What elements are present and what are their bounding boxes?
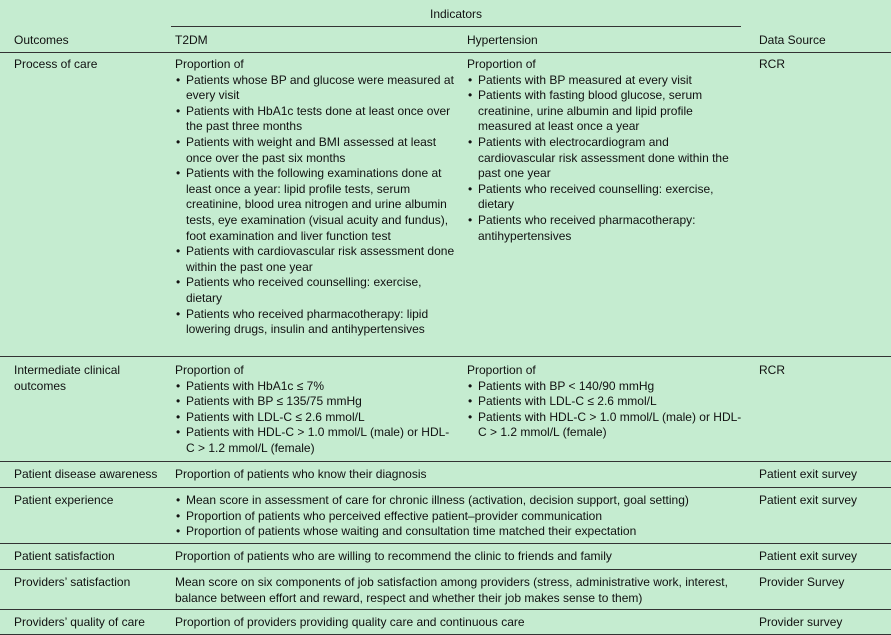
list-item: • Proportion of patients who perceived effective patient–provider communication — [175, 509, 745, 525]
outcome-label: Patient satisfaction — [14, 549, 115, 563]
header-t2dm: T2DM — [175, 33, 208, 47]
list-item: • Patients with HbA1c ≤ 7% — [175, 379, 455, 395]
data-source: RCR — [759, 57, 785, 71]
indicator-text: Mean score on six components of job satisfaction among providers (stress, administrative work, interest, balance between effort and reward, respect and whether their job makes sense to them) — [175, 575, 728, 605]
list-item: • Patients who received counselling: exercise, dietary — [175, 275, 455, 306]
indicator-text: Proportion of patients who know their diagnosis — [175, 467, 427, 481]
hypertension-list — [467, 73, 747, 245]
header-indicators — [0, 0, 891, 27]
intro-text: Proportion of — [467, 57, 536, 71]
table-row — [0, 357, 891, 461]
data-source: Patient exit survey — [759, 467, 858, 481]
list-item: • Mean score in assessment of care for chronic illness (activation, decision support, goal setting) — [175, 493, 745, 509]
header-outcomes: Outcomes — [14, 33, 69, 47]
outcome-label: Patient experience — [14, 493, 114, 507]
table-row — [0, 462, 891, 487]
list-item: • Patients with cardiovascular risk assessment done within the past one year — [175, 244, 455, 275]
indicator-text: Proportion of patients who are willing to recommend the clinic to friends and family — [175, 549, 612, 563]
indicator-text: Proportion of providers providing quality care and continuous care — [175, 615, 525, 629]
list-item: • Proportion of patients whose waiting and consultation time matched their expectation — [175, 524, 745, 540]
list-item: • Patients who received pharmacotherapy: antihypertensives — [467, 213, 747, 244]
table-row — [0, 544, 891, 569]
table-row — [0, 53, 891, 356]
header-row — [0, 27, 891, 53]
table-row — [0, 488, 891, 543]
data-source: Patient exit survey — [759, 549, 858, 563]
outcome-label: Process of care — [14, 57, 98, 71]
list-item: • Patients with fasting blood glucose, serum creatinine, urine albumin and lipid profile measured at least once a year — [467, 88, 747, 135]
data-source: RCR — [759, 363, 785, 377]
list-item: • Patients with electrocardiogram and cardiovascular risk assessment done within the past one year — [467, 135, 747, 182]
table-row — [0, 570, 891, 609]
data-source: Patient exit survey — [759, 493, 858, 507]
list-item: • Patients with HbA1c tests done at least once over the past three months — [175, 104, 455, 135]
t2dm-cell — [175, 363, 455, 457]
data-source: Provider survey — [759, 615, 843, 629]
outcome-label: Patient disease awareness — [14, 467, 158, 481]
hypertension-list — [467, 379, 747, 441]
t2dm-cell — [175, 57, 455, 338]
t2dm-list — [175, 379, 455, 457]
data-source: Provider Survey — [759, 575, 845, 589]
t2dm-list — [175, 73, 455, 338]
list-item: • Patients who received counselling: exercise, dietary — [467, 182, 747, 213]
list-item: • Patients whose BP and glucose were measured at every visit — [175, 73, 455, 104]
list-item: • Patients with BP < 140/90 mmHg — [467, 379, 747, 395]
indicators-heading: Indicators — [429, 7, 483, 21]
header-hypertension: Hypertension — [467, 33, 538, 47]
intro-text: Proportion of — [175, 57, 244, 71]
list-item: • Patients with the following examinations done at least once a year: lipid profile tests, serum creatinine, blood urea nitrogen and urine albumin tests, eye examination (visual acuity and fundus), foot examination and liver function test — [175, 166, 455, 244]
hypertension-cell — [467, 363, 747, 441]
outcome-label: Providers’ quality of care — [14, 615, 145, 629]
intro-text: Proportion of — [467, 363, 536, 377]
indicator-cell — [175, 493, 745, 540]
intro-text: Proportion of — [175, 363, 244, 377]
list-item: • Patients with LDL-C ≤ 2.6 mmol/L — [175, 410, 455, 426]
outcome-label: Intermediate clinical outcomes — [14, 363, 121, 393]
list-item: • Patients who received pharmacotherapy: lipid lowering drugs, insulin and antihypertensives — [175, 307, 455, 338]
header-data-source: Data Source — [759, 33, 826, 47]
experience-list — [175, 493, 745, 540]
hypertension-cell — [467, 57, 747, 244]
list-item: • Patients with BP ≤ 135/75 mmHg — [175, 394, 455, 410]
list-item: • Patients with HDL-C > 1.0 mmol/L (male) or HDL-C > 1.2 mmol/L (female) — [467, 410, 747, 441]
list-item: • Patients with HDL-C > 1.0 mmol/L (male) or HDL-C > 1.2 mmol/L (female) — [175, 425, 455, 456]
list-item: • Patients with weight and BMI assessed at least once over the past six months — [175, 135, 455, 166]
outcome-label: Providers’ satisfaction — [14, 575, 131, 589]
table-row — [0, 610, 891, 634]
list-item: • Patients with LDL-C ≤ 2.6 mmol/L — [467, 394, 747, 410]
list-item: • Patients with BP measured at every visit — [467, 73, 747, 89]
